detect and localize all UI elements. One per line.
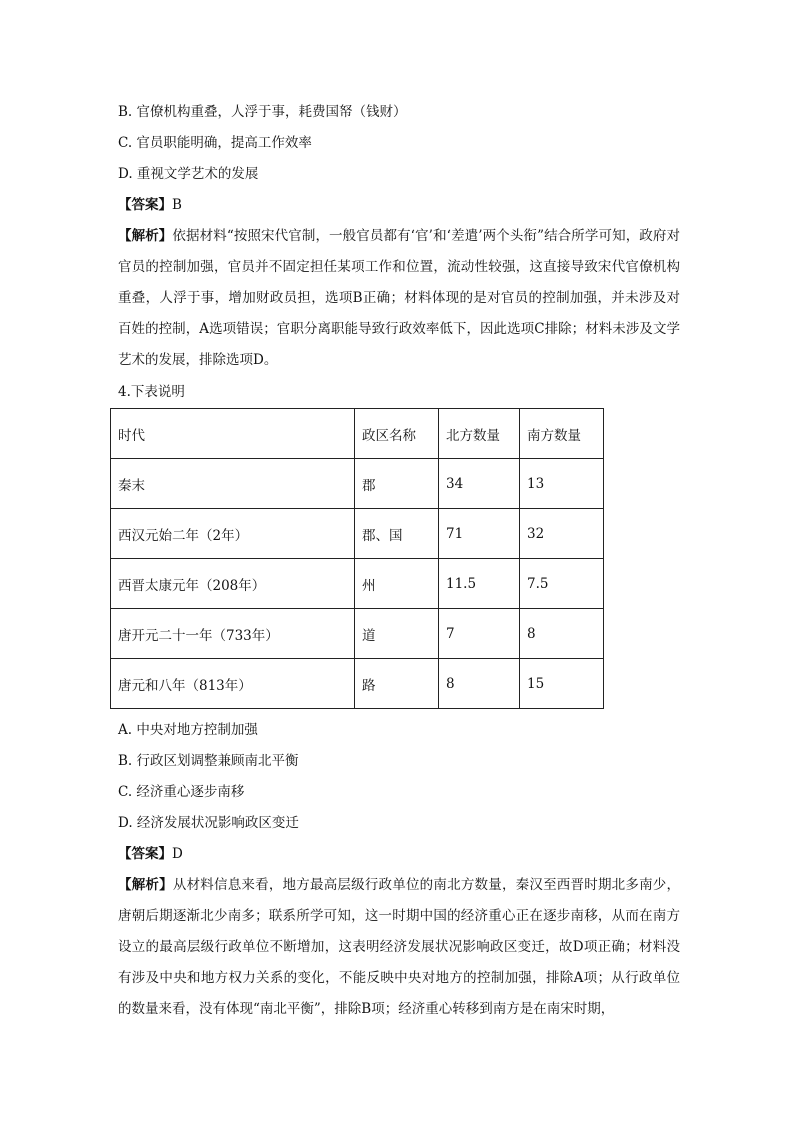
q3-option-c: C. 官员职能明确，提高工作效率: [118, 135, 312, 151]
table-cell: 8: [439, 659, 520, 709]
table-cell: 唐元和八年（813年）: [111, 659, 355, 709]
table-header-cell: 北方数量: [439, 409, 520, 459]
q3-option-b: B. 官僚机构重叠，人浮于事，耗费国帑（钱财）: [118, 104, 407, 120]
table-row: [111, 659, 604, 709]
analysis-label: 【解析】: [118, 877, 173, 893]
table-cell: 西晋太康元年（208年）: [111, 559, 355, 609]
table-cell: 郡: [355, 459, 439, 509]
table-header-cell: 时代: [111, 409, 355, 459]
answer-label: 【答案】: [118, 197, 172, 213]
q3-analysis: [118, 221, 680, 376]
table-cell: 71: [439, 509, 520, 559]
table-cell: 7: [439, 609, 520, 659]
analysis-text: 从材料信息来看，地方最高层级行政单位的南北方数量，秦汉至西晋时期北多南少，唐朝后期逐渐北少南多；联系所学可知，这一时期中国的经济重心正在逐步南移，从而在南方设立的最高层级行政单位不断增加，这表明经济发展状况影响政区变迁，故D项正确；材料没有涉及中央和地方权力关系的变化，不能反映中央对地方的控制加强，排除A项；从行政单位的数量来看，没有体现“南北平衡”，排除B项；经济重心转移到南方是在南宋时期，: [118, 877, 681, 1017]
q4-option-c: C. 经济重心逐步南移: [118, 784, 245, 800]
answer-value: D: [172, 846, 183, 862]
table-row: [111, 459, 604, 509]
q4-stem: 4.下表说明: [118, 384, 185, 400]
table-cell: 唐开元二十一年（733年）: [111, 609, 355, 659]
table-cell: 西汉元始二年（2年）: [111, 509, 355, 559]
answer-value: B: [172, 197, 182, 213]
table-header-row: [111, 409, 604, 459]
table-cell: 34: [439, 459, 520, 509]
table-cell: 8: [520, 609, 604, 659]
table-cell: 15: [520, 659, 604, 709]
table-cell: 道: [355, 609, 439, 659]
q3-answer: [118, 195, 182, 215]
q3-option-d: D. 重视文学艺术的发展: [118, 166, 259, 182]
q4-option-b: B. 行政区划调整兼顾南北平衡: [118, 753, 299, 769]
table-header-cell: 政区名称: [355, 409, 439, 459]
table-cell: 11.5: [439, 559, 520, 609]
table-cell: 郡、国: [355, 509, 439, 559]
answer-label: 【答案】: [118, 846, 172, 862]
table-cell: 13: [520, 459, 604, 509]
q4-analysis: [118, 870, 680, 1025]
table-row: [111, 559, 604, 609]
q4-answer: [118, 844, 183, 864]
table-cell: 州: [355, 559, 439, 609]
table-header-cell: 南方数量: [520, 409, 604, 459]
table-cell: 32: [520, 509, 604, 559]
analysis-text: 依据材料“按照宋代官制，一般官员都有‘官’和‘差遣’两个头衔”结合所学可知，政府对官员的控制加强，官员并不固定担任某项工作和位置，流动性较强，这直接导致宋代官僚机构重叠，人浮于事，增加财政员担，选项B正确；材料体现的是对官员的控制加强，并未涉及对百姓的控制，A选项错误；官职分离职能导致行政效率低下，因此选项C排除；材料未涉及文学艺术的发展，排除选项D。: [118, 228, 681, 368]
table-cell: 路: [355, 659, 439, 709]
analysis-label: 【解析】: [118, 228, 173, 244]
q4-option-d: D. 经济发展状况影响政区变迁: [118, 815, 299, 831]
table-row: [111, 509, 604, 559]
table-row: [111, 609, 604, 659]
region-table: [110, 408, 604, 709]
q4-option-a: A. 中央对地方控制加强: [118, 722, 258, 738]
table-cell: 7.5: [520, 559, 604, 609]
table-cell: 秦末: [111, 459, 355, 509]
